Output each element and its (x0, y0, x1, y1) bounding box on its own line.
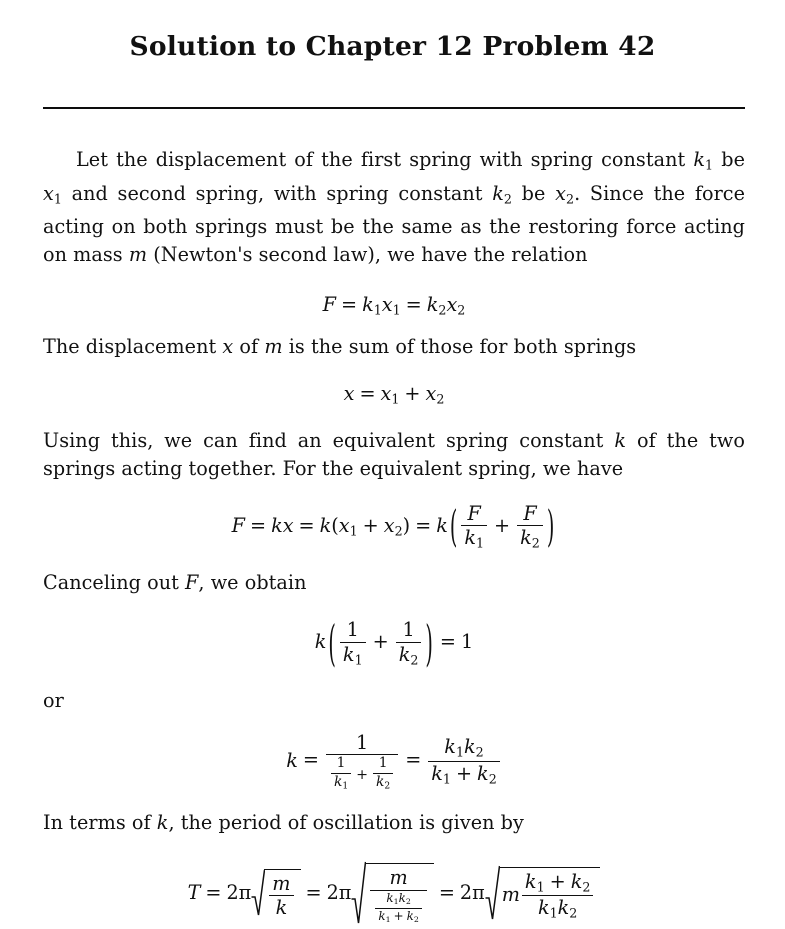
document-body (43, 146, 745, 929)
p1-var-x2: x (555, 181, 566, 205)
eq3-k-a: k (271, 513, 283, 537)
eq1-equals-2: = (405, 292, 422, 316)
eq4-frac2-den-k: k (398, 642, 411, 666)
eq6-f3-num-k1: k (524, 869, 537, 893)
eq6-equals-1: = (205, 881, 222, 905)
eq5-rhs-num (428, 736, 499, 761)
p1-text-f: (Newton's second law), we have the relation (147, 243, 588, 267)
eq4-lparen: ( (328, 613, 336, 673)
eq5-rhs-num-k1-sub: 1 (455, 744, 464, 760)
eq6-frac2-den (370, 890, 426, 925)
eq6-T: T (187, 881, 201, 905)
equation-1 (43, 294, 745, 317)
equation-6 (43, 859, 745, 929)
eq6-f2i-den-plus: + (393, 908, 404, 923)
p4-text-b: , we obtain (198, 571, 307, 595)
eq6-f2i-den-k2-sub: 2 (413, 914, 419, 924)
p1-var-x1: x (43, 181, 54, 205)
eq5-inner1-den-k: k (333, 773, 343, 790)
eq6-f3-num-plus: + (549, 869, 566, 893)
eq4-rparen: ) (425, 613, 433, 673)
eq5-outer-fraction (326, 732, 398, 792)
eq5-inner2-den-sub: 2 (384, 780, 391, 791)
eq5-inner1-num: 1 (336, 755, 346, 772)
eq5-inner2-den-k: k (376, 773, 385, 790)
eq5-rhs-num-k2-sub: 2 (475, 744, 484, 760)
eq3-frac1-den (461, 525, 487, 551)
eq1-x2: x (446, 292, 458, 316)
eq6-f2i-den-k2: k (406, 908, 414, 923)
eq6-radical-3 (485, 863, 601, 925)
eq1-x1-sub: 1 (392, 302, 401, 318)
eq6-f2i-den-k1-sub: 1 (385, 914, 391, 924)
paragraph-3 (43, 427, 745, 483)
spacer (43, 270, 745, 284)
equation-3 (43, 500, 745, 553)
eq3-equals-2: = (298, 513, 315, 537)
eq5-k: k (286, 748, 298, 772)
eq3-frac1-num: F (467, 501, 481, 525)
equation-2 (43, 383, 745, 406)
eq3-x1: x (338, 513, 350, 537)
eq4-plus: + (372, 630, 389, 654)
eq6-f2i-den-k1: k (378, 908, 386, 923)
eq3-plus-inner: + (362, 513, 379, 537)
eq2-lhs: x (343, 382, 355, 406)
eq6-frac2-inner (375, 892, 421, 925)
p4-var-F: F (185, 571, 199, 595)
eq6-f2i-num-k1-sub: 1 (393, 896, 399, 906)
p1-text-b: be (713, 148, 746, 171)
eq2-x2: x (425, 382, 437, 406)
eq4-frac1-den-k: k (342, 642, 355, 666)
eq5-inner1-den (331, 773, 351, 792)
eq3-fraction-1 (461, 503, 487, 551)
eq3-equals-1: = (250, 513, 267, 537)
eq6-f3-den-k2-sub: 2 (569, 905, 578, 921)
eq5-rhs-den-k2-sub: 2 (488, 771, 497, 787)
p2-text-b: of (233, 334, 265, 358)
p1-text-a: Let the displacement of the first spring with spring constant (76, 148, 694, 171)
eq3-frac2-num: F (523, 501, 537, 525)
eq6-radical-1 (251, 867, 300, 921)
eq3-plus-frac: + (494, 513, 511, 537)
eq1-k2-sub: 2 (438, 302, 447, 318)
eq1-x1: x (381, 292, 393, 316)
paragraph-4 (43, 569, 745, 597)
eq4-frac1-num: 1 (346, 618, 359, 642)
radical-sign-icon (251, 867, 265, 921)
p3-text-b: of the two springs acting together. For the equivalent spring, we have (43, 428, 745, 480)
eq3-x1-sub: 1 (349, 523, 358, 539)
eq4-equals: = (439, 630, 456, 654)
eq5-rhs-den (428, 761, 499, 787)
equation-5 (43, 732, 745, 792)
eq2-x1-sub: 1 (391, 391, 400, 407)
eq6-equals-3: = (438, 881, 455, 905)
eq3-frac1-den-sub: 1 (475, 535, 485, 551)
eq1-F: F (322, 292, 336, 316)
eq5-outer-den (326, 754, 398, 791)
title-divider (43, 107, 745, 109)
eq6-frac2-inner-num (375, 892, 421, 908)
eq6-radicand-2 (365, 863, 433, 925)
eq3-big-rparen: ) (546, 500, 555, 553)
eq4-frac2-num: 1 (402, 618, 415, 642)
p1-text-e: . Since the force acting on both springs must be the same as the restoring force acting on mass (43, 181, 745, 267)
eq6-frac2-num: m (389, 866, 408, 890)
eq6-equals-2: = (305, 881, 322, 905)
paragraph-5-or: or (43, 689, 64, 713)
eq6-f2i-num-k2-sub: 2 (405, 896, 411, 906)
eq6-radicand-1 (264, 869, 300, 920)
eq6-frac1-num: m (272, 871, 291, 895)
eq3-frac1-den-k: k (464, 526, 476, 550)
eq6-radical-2 (351, 859, 433, 929)
eq5-inner-plus: + (356, 766, 369, 783)
eq5-rhs-den-k1-sub: 1 (442, 771, 451, 787)
eq4-k: k (314, 630, 327, 654)
eq3-F: F (231, 513, 245, 537)
eq2-plus: + (404, 382, 421, 406)
p1-text-c: and second spring, with spring constant (61, 181, 493, 205)
eq3-x2: x (383, 513, 395, 537)
p1-var-x2-sub: 2 (565, 191, 575, 207)
eq2-x1: x (380, 382, 392, 406)
eq5-rhs-num-k1: k (444, 735, 456, 759)
paragraph-1 (43, 146, 745, 270)
eq4-frac2-den (396, 642, 422, 668)
p1-var-k2: k (492, 181, 504, 205)
p4-text-a: Canceling out (43, 571, 186, 595)
eq6-frac3-den (522, 895, 593, 921)
p1-var-k1: k (693, 148, 706, 171)
eq6-two-pi-b: 2π (326, 881, 352, 905)
eq4-fraction-1 (340, 619, 366, 667)
p6-var-k: k (156, 811, 169, 835)
eq4-rhs: 1 (460, 630, 474, 654)
eq6-two-pi-c: 2π (459, 881, 485, 905)
eq6-rad3-m: m (501, 882, 520, 906)
eq5-inner-fraction-2 (373, 756, 393, 791)
eq4-frac1-den-sub: 1 (354, 652, 363, 668)
eq1-equals-1: = (340, 292, 358, 316)
eq3-frac2-den-k: k (520, 526, 532, 550)
eq5-equals-2: = (405, 748, 422, 772)
p2-var-x: x (222, 334, 234, 358)
p1-var-x1-sub: 1 (53, 191, 62, 207)
eq6-frac-3 (522, 871, 593, 921)
eq5-inner-fraction-1 (331, 756, 351, 791)
eq3-k-b: k (319, 513, 332, 537)
eq5-rhs-num-k2: k (464, 735, 476, 759)
eq5-rhs-den-k2: k (477, 761, 489, 785)
p3-text-a: Using this, we can find an equivalent spring constant (43, 428, 615, 452)
eq5-inner1-den-sub: 1 (342, 780, 349, 791)
eq6-f3-num-k2: k (570, 869, 583, 893)
eq6-frac2-inner-den (375, 908, 421, 925)
radical-sign-icon (485, 863, 500, 925)
eq5-rhs-den-k1: k (431, 761, 443, 785)
eq6-radicand-3 (499, 867, 601, 922)
eq6-f3-den-k1-sub: 1 (549, 905, 558, 921)
eq3-k-c: k (436, 513, 448, 537)
eq5-outer-num: 1 (355, 730, 369, 754)
eq6-two-pi-a: 2π (226, 881, 252, 905)
p6-text-a: In terms of (43, 811, 157, 835)
eq6-frac3-num (522, 871, 593, 896)
eq4-frac1-den (340, 642, 366, 668)
eq6-frac1-den: k (269, 895, 293, 919)
eq5-rhs-fraction (428, 736, 499, 786)
eq5-inner2-num: 1 (378, 755, 388, 772)
p1-text-d: be (512, 181, 556, 205)
eq6-f3-den-k2: k (557, 896, 570, 920)
eq3-big-lparen: ( (449, 500, 458, 553)
paragraph-6 (43, 809, 745, 837)
radical-sign-icon (351, 859, 366, 929)
eq6-f3-num-k1-sub: 1 (536, 879, 545, 895)
p1-var-m: m (128, 243, 148, 267)
eq6-f2i-num-k2: k (398, 890, 406, 905)
p2-text-a: The displacement (43, 334, 223, 358)
eq2-x2-sub: 2 (436, 391, 445, 407)
eq6-f3-den-k1: k (537, 896, 550, 920)
eq1-k2: k (426, 292, 439, 316)
paragraph-2 (43, 333, 745, 361)
eq1-x2-sub: 2 (457, 302, 466, 318)
eq3-frac2-den-sub: 2 (531, 535, 540, 551)
eq2-equals: = (359, 382, 376, 406)
eq4-frac2-den-sub: 2 (410, 652, 419, 668)
eq6-frac-1 (269, 873, 293, 919)
eq6-f2i-num-k1: k (386, 890, 394, 905)
eq5-inner2-den (373, 773, 393, 792)
eq4-fraction-2 (396, 619, 422, 667)
eq6-frac-2 (370, 867, 426, 924)
eq3-frac2-den (517, 525, 543, 551)
p3-var-k: k (614, 428, 627, 452)
eq3-x: x (282, 513, 294, 537)
eq1-k1-sub: 1 (373, 302, 382, 318)
equation-4 (43, 613, 745, 673)
p6-text-b: , the period of oscillation is given by (168, 811, 524, 835)
eq1-k1: k (362, 292, 374, 316)
eq3-fraction-2 (517, 503, 543, 551)
eq6-f3-num-k2-sub: 2 (582, 879, 591, 895)
p2-var-m: m (264, 334, 283, 358)
eq5-equals-1: = (302, 748, 319, 772)
p1-var-k1-sub: 1 (705, 157, 714, 173)
page-title: Solution to Chapter 12 Problem 42 (129, 31, 656, 62)
eq3-x2-sub: 2 (394, 523, 403, 539)
p1-var-k2-sub: 2 (503, 191, 513, 207)
eq5-rhs-den-plus: + (455, 761, 473, 785)
eq3-equals-3: = (415, 513, 432, 537)
p2-text-c: is the sum of those for both springs (282, 334, 637, 358)
eq3-rparen: ) (402, 513, 411, 537)
eq3-lparen: ( (331, 513, 339, 537)
